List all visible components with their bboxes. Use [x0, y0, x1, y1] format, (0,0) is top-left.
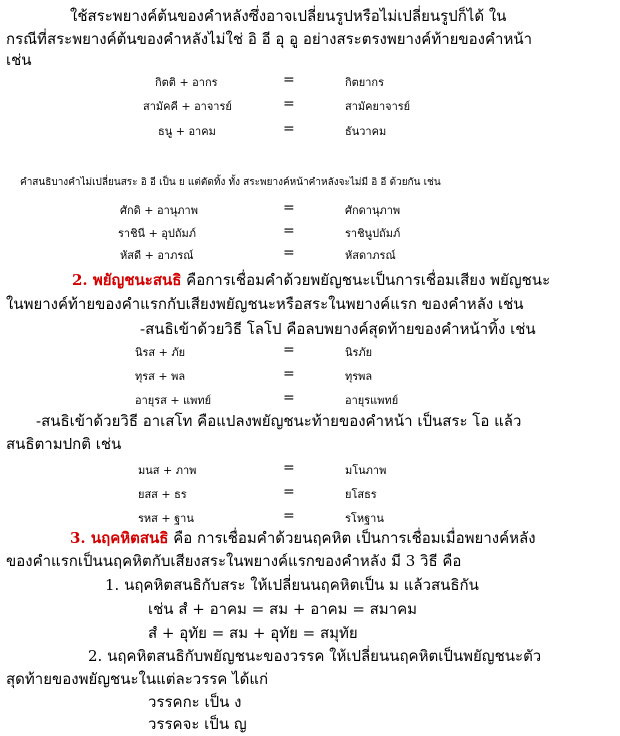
equals-sign: =: [283, 245, 295, 261]
varga-ja: วรรคจะ เป็น ญ: [148, 715, 247, 733]
varga-ka: วรรคกะ เป็น ง: [148, 693, 242, 711]
example-left: หัสดี + อาภรณ์: [120, 249, 194, 262]
example-right: ราชินูปถัมภ์: [345, 227, 401, 240]
section-2-line-1-text: คือการเชื่อมคำด้วยพยัญชนะเป็นการเชื่อมเสียง พยัญชนะ: [181, 271, 551, 289]
section-3-line-1-text: คือ การเชื่อมคำด้วยนฤคหิต เป็นการเชื่อมเมื่อพยางค์หลัง: [168, 529, 536, 547]
example-left: ทุรส + พล: [135, 370, 186, 383]
equals-sign: =: [283, 390, 295, 406]
equals-sign: =: [283, 72, 295, 88]
intro-line-2: กรณีที่สระพยางค์ต้นของคำหลังไม่ใช่ อิ อี อุ อู อย่างสระตรงพยางค์ท้ายของคำหน้า: [6, 30, 533, 48]
section-2-line-1: [72, 272, 550, 289]
example-left: อายุรส + แพทย์: [135, 394, 212, 407]
example-right: ธันวาคม: [345, 125, 387, 138]
example-right: หัสดาภรณ์: [345, 249, 396, 262]
equals-sign: =: [283, 223, 295, 239]
example-right: ทุรพล: [345, 370, 373, 383]
equals-sign: =: [283, 342, 295, 358]
section-3-heading: 3. นฤคหิตสนธิ: [70, 529, 169, 547]
example-right: รโหฐาน: [345, 512, 384, 525]
intro-line-1: ใช้สระพยางค์ต้นของคำหลังซึ่งอาจเปลี่ยนรูปหรือไม่เปลี่ยนรูปก็ได้ ใน: [70, 7, 507, 25]
section-2-rule-2-line-1: -สนธิเข้าด้วยวิธี อาเสโท คือแปลงพยัญชนะท้ายของคำหน้า เป็นสระ โอ แล้ว: [36, 412, 522, 430]
section-2-line-2: ในพยางค์ท้ายของคำแรกกับเสียงพยัญชนะหรือสระในพยางค์แรก ของคำหลัง เช่น: [6, 295, 524, 313]
section-3-item-2-line-2: สุดท้ายของพยัญชนะในแต่ละวรรค ได้แก่: [6, 670, 269, 688]
intro-line-3: เช่น: [6, 51, 32, 69]
equals-sign: =: [283, 96, 295, 112]
equals-sign: =: [283, 121, 295, 137]
example-left: ธนู + อาคม: [158, 125, 216, 138]
section-3-example-1: เช่น สํ + อาคม = สม + อาคม = สมาคม: [148, 600, 418, 618]
example-left: กิตติ + อากร: [155, 76, 218, 89]
example-left: นิรส + ภัย: [135, 346, 186, 359]
note-text: คำสนธิบางคำไม่เปลี่ยนสระ อิ อี เป็น ย แต่ตัดทิ้ง ทั้ง สระพยางค์หน้าคำหลังจะไม่มี อิ อี ด้วยกัน เช่น: [20, 177, 441, 188]
section-3-item-2-line-1: 2. นฤคหิตสนธิกับพยัญชนะของวรรค ให้เปลี่ยนนฤคหิตเป็นพยัญชนะตัว: [88, 647, 542, 665]
example-right: ยโสธร: [345, 488, 377, 501]
example-right: นิรภัย: [345, 346, 373, 359]
equals-sign: =: [283, 460, 295, 476]
example-right: มโนภาพ: [345, 464, 387, 477]
section-3-example-2: สํ + อุทัย = สม + อุทัย = สมุทัย: [148, 624, 358, 642]
section-3-line-1: [70, 530, 536, 547]
example-left: สามัคคี + อาจารย์: [143, 100, 232, 113]
example-left: ราชินี + อุปถัมภ์: [118, 227, 197, 240]
example-left: ยสส + ธร: [138, 488, 187, 501]
example-right: กิตยากร: [345, 76, 384, 89]
example-right: สามัคยาจารย์: [345, 100, 411, 113]
example-left: มนส + ภาพ: [138, 464, 197, 477]
equals-sign: =: [283, 508, 295, 524]
section-3-line-2: ของคำแรกเป็นนฤคหิตกับเสียงสระในพยางค์แรกของคำหลัง มี 3 วิธี คือ: [6, 552, 462, 570]
section-2-heading: 2. พยัญชนะสนธิ: [72, 271, 182, 289]
example-left: รหส + ฐาน: [138, 512, 194, 525]
equals-sign: =: [283, 366, 295, 382]
section-3-item-1: 1. นฤคหิตสนธิกับสระ ให้เปลี่ยนนฤคหิตเป็น ม แล้วสนธิกัน: [105, 576, 479, 594]
section-2-rule-1: -สนธิเข้าด้วยวิธี โลโป คือลบพยางค์สุดท้ายของคำหน้าทิ้ง เช่น: [140, 320, 536, 338]
section-2-rule-2-line-2: สนธิตามปกติ เช่น: [6, 435, 122, 453]
example-right: อายุรแพทย์: [345, 394, 399, 407]
equals-sign: =: [283, 200, 295, 216]
example-left: ศักดิ + อานุภาพ: [120, 204, 198, 217]
example-right: ศักดานุภาพ: [345, 204, 401, 217]
equals-sign: =: [283, 484, 295, 500]
